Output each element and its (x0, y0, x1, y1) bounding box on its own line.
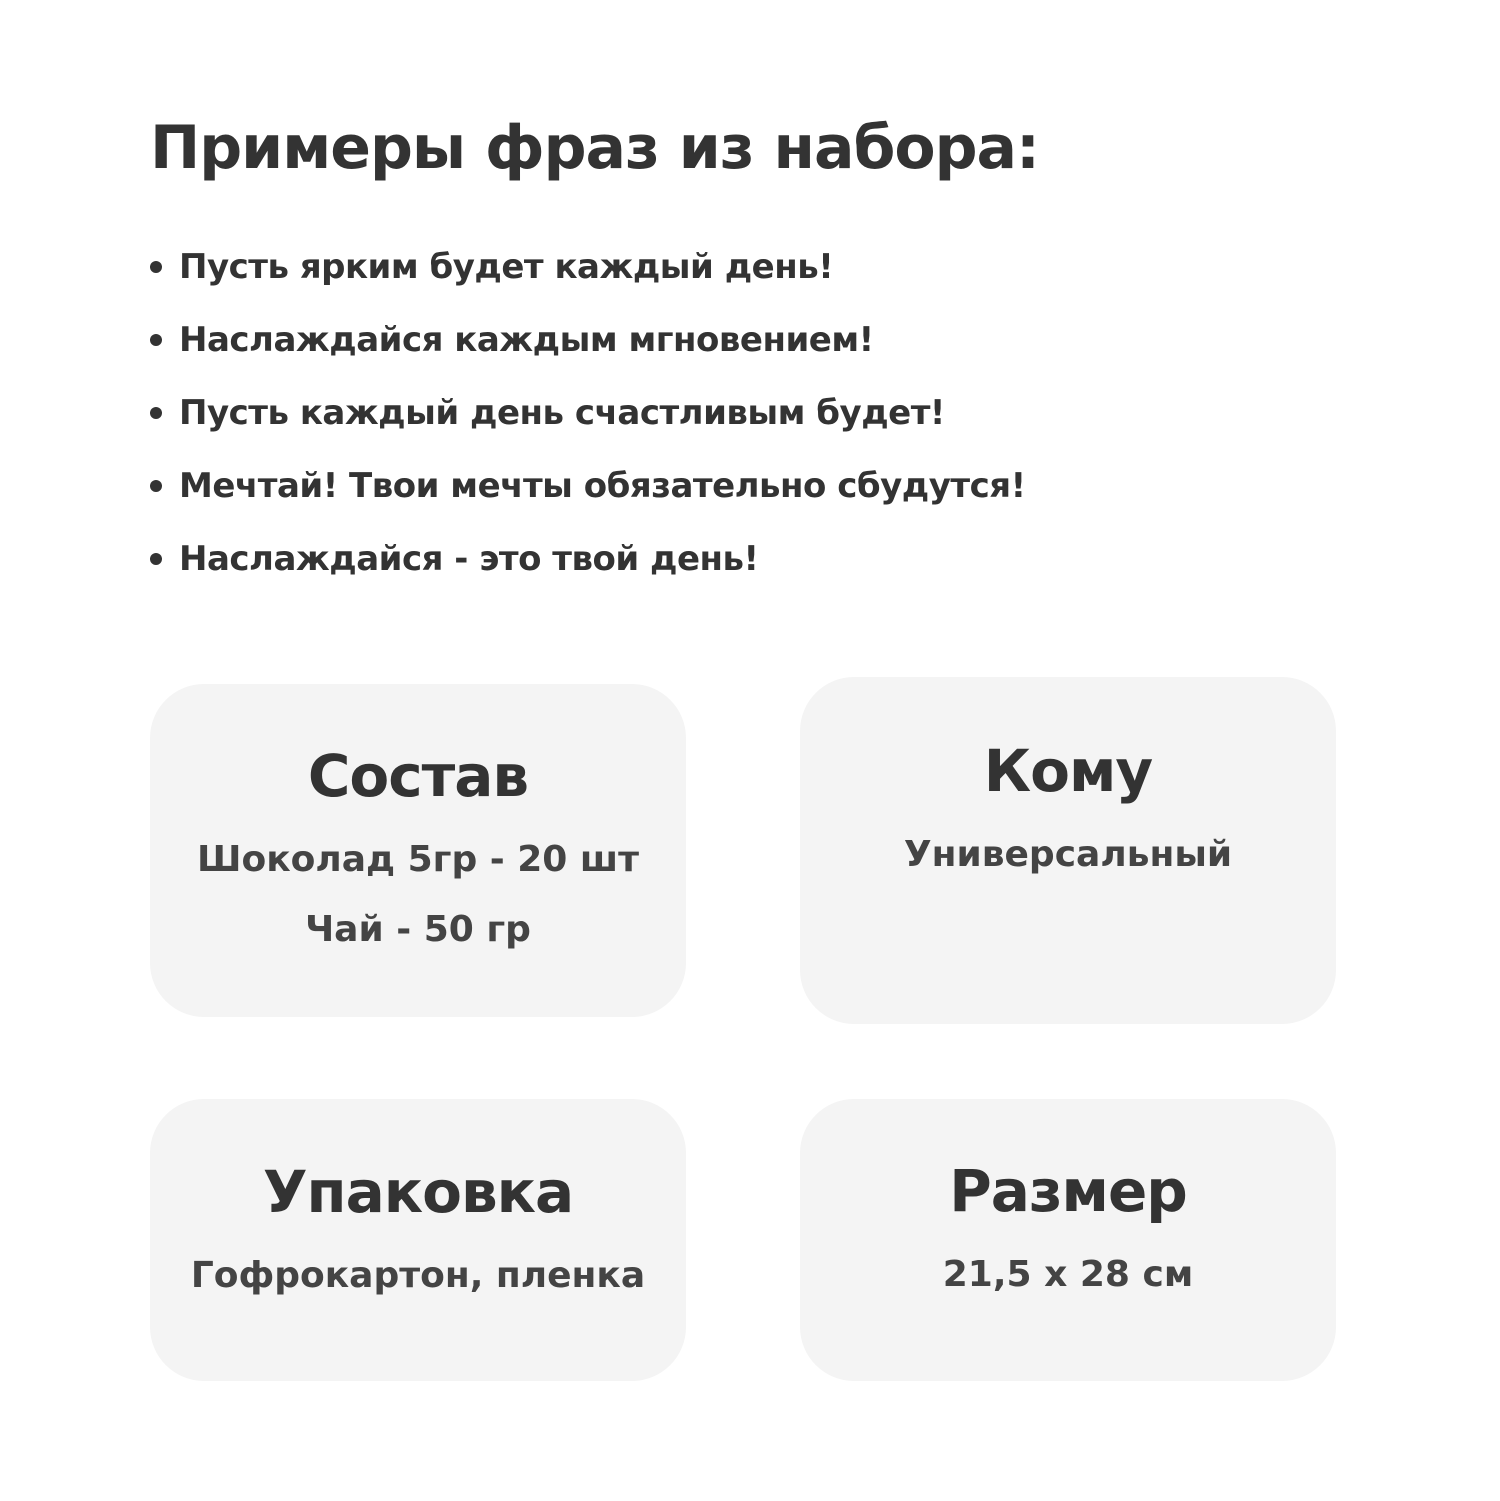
composition-card-title: Состав (307, 742, 529, 810)
phrase-text: Пусть каждый день счастливым будет! (179, 393, 945, 433)
phrase-text: Пусть ярким будет каждый день! (179, 247, 834, 287)
packaging-line: Гофрокартон, пленка (190, 1255, 646, 1296)
recipient-line: Универсальный (903, 834, 1233, 875)
phrase-item (150, 450, 1026, 523)
size-card (800, 1099, 1336, 1381)
size-card-title: Размер (949, 1157, 1187, 1225)
composition-card (150, 684, 686, 1017)
bullet-icon (150, 480, 162, 492)
page-title: Примеры фраз из набора: (150, 113, 1040, 183)
phrase-item (150, 231, 1026, 304)
composition-line-chocolate: Шоколад 5гр - 20 шт (196, 839, 639, 880)
phrase-text: Мечтай! Твои мечты обязательно сбудутся! (179, 466, 1026, 506)
packaging-card (150, 1099, 686, 1381)
bullet-icon (150, 407, 162, 419)
bullet-icon (150, 334, 162, 346)
phrase-list (150, 231, 1026, 596)
phrase-item (150, 377, 1026, 450)
phrase-item (150, 304, 1026, 377)
phrase-text: Наслаждайся каждым мгновением! (179, 320, 874, 360)
recipient-card-title: Кому (983, 737, 1153, 805)
recipient-card (800, 677, 1336, 1024)
bullet-icon (150, 261, 162, 273)
phrase-item (150, 523, 1026, 596)
size-line: 21,5 x 28 см (942, 1254, 1194, 1295)
composition-line-tea: Чай - 50 гр (305, 909, 531, 950)
bullet-icon (150, 553, 162, 565)
phrase-text: Наслаждайся - это твой день! (179, 539, 759, 579)
packaging-card-title: Упаковка (262, 1158, 574, 1226)
